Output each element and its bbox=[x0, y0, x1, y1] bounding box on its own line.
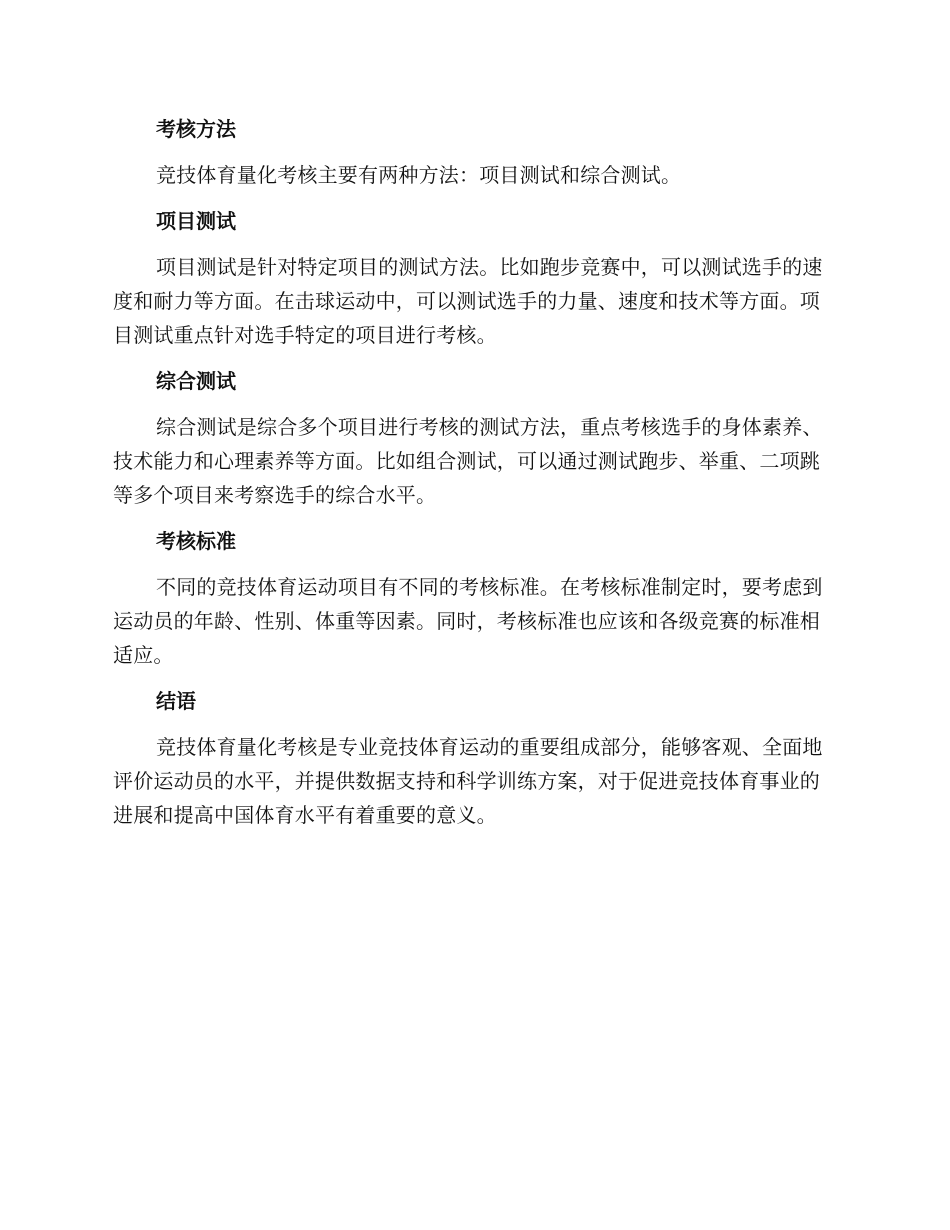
section-heading: 项目测试 bbox=[156, 209, 236, 233]
section-comprehensive-test bbox=[113, 364, 830, 512]
section-heading: 考核标准 bbox=[156, 529, 236, 553]
section-paragraph: 综合测试是综合多个项目进行考核的测试方法，重点考核选手的身体素养、技术能力和心理素养等方面。比如组合测试，可以通过测试跑步、举重、二项跳等多个项目来考察选手的综合水平。 bbox=[113, 415, 823, 507]
section-assessment-standards bbox=[113, 524, 830, 672]
section-heading: 考核方法 bbox=[156, 117, 236, 141]
section-heading: 综合测试 bbox=[156, 369, 236, 393]
section-conclusion bbox=[113, 684, 830, 832]
section-paragraph: 竞技体育量化考核是专业竞技体育运动的重要组成部分，能够客观、全面地评价运动员的水平，并提供数据支持和科学训练方案，对于促进竞技体育事业的进展和提高中国体育水平有着重要的意义。 bbox=[113, 735, 823, 827]
section-paragraph: 不同的竞技体育运动项目有不同的考核标准。在考核标准制定时，要考虑到运动员的年龄、性别、体重等因素。同时，考核标准也应该和各级竞赛的标准相适应。 bbox=[113, 575, 823, 667]
section-assessment-methods bbox=[113, 112, 830, 192]
section-paragraph: 竞技体育量化考核主要有两种方法：项目测试和综合测试。 bbox=[156, 163, 682, 187]
section-project-test bbox=[113, 204, 830, 352]
section-paragraph: 项目测试是针对特定项目的测试方法。比如跑步竞赛中，可以测试选手的速度和耐力等方面。在击球运动中，可以测试选手的力量、速度和技术等方面。项目测试重点针对选手特定的项目进行考核。 bbox=[113, 255, 823, 347]
section-heading: 结语 bbox=[156, 689, 196, 713]
